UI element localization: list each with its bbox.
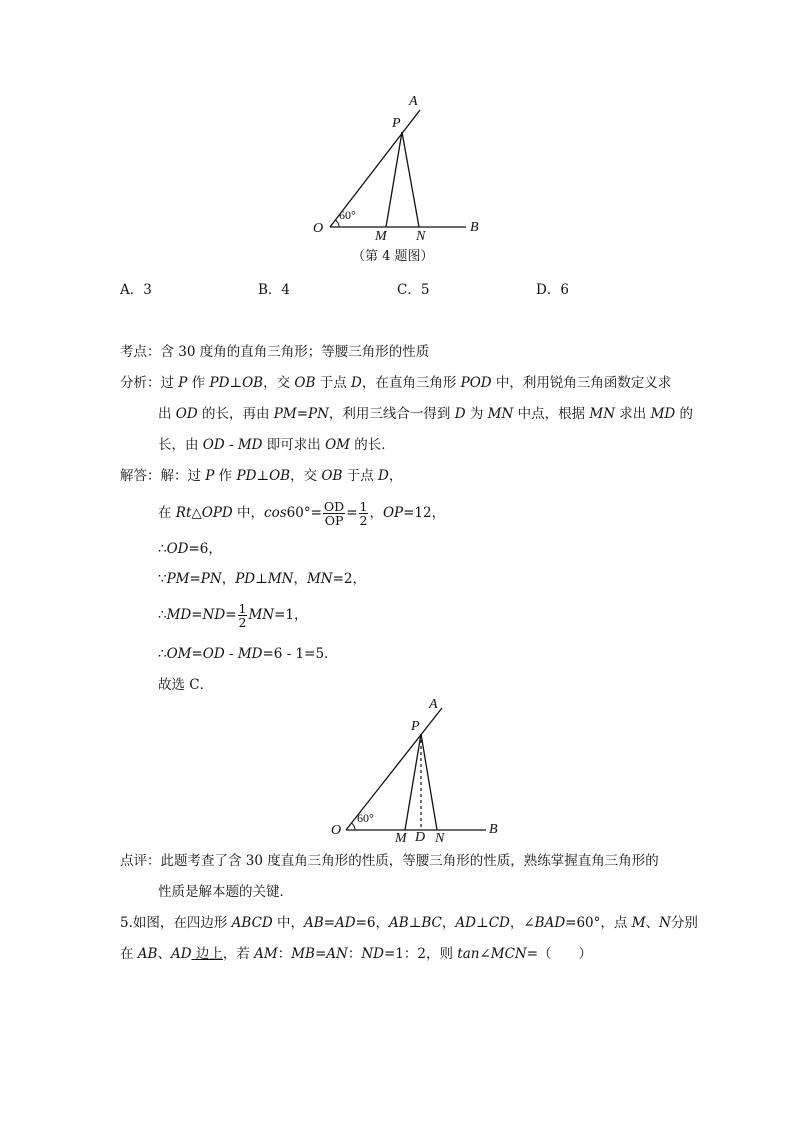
text: 在 <box>158 505 176 521</box>
var: PD <box>209 375 230 391</box>
text: 分别 <box>670 915 698 931</box>
kaodian-label: 考点： <box>120 344 161 360</box>
var: PM=PN <box>166 571 222 587</box>
var: MN <box>306 571 333 587</box>
underlined-text: 边上 <box>191 946 223 962</box>
var: AD <box>455 915 476 931</box>
option-c: C．5 <box>397 282 430 298</box>
var: MN <box>487 406 514 422</box>
var: AD <box>170 946 192 962</box>
text: 长，由 <box>158 437 203 453</box>
point-label-p: P <box>392 116 401 131</box>
text: 即可求出 <box>262 437 326 453</box>
var: PD <box>236 468 257 484</box>
dianping-text: 性质是解本题的关键． <box>158 884 293 900</box>
var: MN <box>267 571 294 587</box>
var: tan <box>457 946 480 962</box>
figure-caption: （第 4 题图） <box>352 249 434 264</box>
text: ，利用三线合一得到 <box>328 406 455 422</box>
text: 在 <box>120 946 138 962</box>
text: ∴ <box>158 646 167 662</box>
option-d: D．6 <box>536 282 569 298</box>
var: MN <box>248 607 275 623</box>
text: 中， <box>272 915 305 931</box>
point-label-o: O <box>313 221 324 236</box>
var: OB <box>321 468 343 484</box>
text: =1， <box>274 607 308 623</box>
text: ， <box>221 571 236 587</box>
var: OM <box>325 437 350 453</box>
text: 于点 <box>315 375 351 391</box>
var: PD <box>235 571 256 587</box>
angle-label: 60° <box>339 208 356 222</box>
question-5-line-2 <box>120 945 592 963</box>
text: ，若 <box>222 946 255 962</box>
var: OD <box>202 437 225 453</box>
text: ，交 <box>263 375 295 391</box>
text: ，交 <box>290 468 322 484</box>
denominator: 2 <box>359 513 368 528</box>
var: ND <box>361 946 384 962</box>
var: OB <box>294 375 316 391</box>
point-label-a: A <box>409 94 418 109</box>
point-label-n: N <box>416 229 426 244</box>
kaodian-text: 含 30 度角的直角三角形；等腰三角形的性质 <box>160 344 430 360</box>
text: 60°= <box>286 505 322 521</box>
text: =2， <box>332 571 367 587</box>
text: ∵ <box>158 571 167 587</box>
dianping-text: 此题考查了含 30 度直角三角形的性质，等腰三角形的性质，熟练掌握直角三角形的 <box>160 853 659 869</box>
text: =6， <box>355 915 390 931</box>
text: ⊥ <box>229 375 243 391</box>
text: 为 <box>465 406 488 422</box>
var: MD=ND <box>166 607 226 623</box>
segment-pn <box>421 734 437 830</box>
text: 的长． <box>350 437 395 453</box>
var: MD <box>650 406 676 422</box>
text: 5.如图，在四边形 <box>120 915 232 931</box>
var: OB <box>269 468 291 484</box>
var: OB <box>242 375 264 391</box>
point-label-p: P <box>411 719 420 734</box>
var: OM=OD <box>166 646 225 662</box>
text: 作 <box>187 375 210 391</box>
segment-pm <box>405 734 421 830</box>
text: 、 <box>157 946 171 962</box>
var: AM <box>254 946 278 962</box>
var: N <box>659 915 671 931</box>
var: D <box>378 468 389 484</box>
text: 作 <box>214 468 237 484</box>
point-label-b: B <box>470 220 479 235</box>
text: 中， <box>232 505 265 521</box>
text: =60°，点 <box>565 915 632 931</box>
point-label-o: O <box>331 823 342 838</box>
text: 中点，根据 <box>513 406 590 422</box>
denominator: 2 <box>238 615 247 630</box>
dianping-line-2 <box>158 883 293 901</box>
point-label-d: D <box>415 830 426 845</box>
var: cos <box>264 505 287 521</box>
text: = <box>346 505 358 521</box>
text: ，在直角三角形 <box>361 375 461 391</box>
text: =1：2，则 <box>383 946 458 962</box>
text: ⊥ <box>475 915 489 931</box>
text: ⊥ <box>408 915 422 931</box>
text: =12， <box>403 505 446 521</box>
var: AB <box>137 946 158 962</box>
point-label-m: M <box>375 229 387 244</box>
text: ， <box>369 505 383 521</box>
var: Rt△OPD <box>175 505 233 521</box>
text: ， <box>441 915 456 931</box>
text: 的 <box>675 406 694 422</box>
text: ⊥ <box>256 468 270 484</box>
text: 的长，再由 <box>197 406 274 422</box>
var: AB=AD <box>304 915 356 931</box>
var: ABCD <box>231 915 273 931</box>
text: ∴ <box>158 541 167 557</box>
var: M <box>631 915 646 931</box>
point-label-a: A <box>429 697 438 712</box>
text: =6， <box>188 541 222 557</box>
var: CD <box>488 915 510 931</box>
var: P <box>178 375 188 391</box>
var: MD <box>237 646 263 662</box>
var: MCN <box>490 946 527 962</box>
var: POD <box>460 375 492 391</box>
text: 于点 <box>342 468 378 484</box>
text: 、 <box>645 915 660 931</box>
var: BC <box>421 915 442 931</box>
angle-label: 60° <box>357 811 374 825</box>
text: 解：过 <box>160 468 206 484</box>
numerator: 1 <box>238 601 247 616</box>
angle-arc <box>352 823 356 830</box>
var: OD <box>175 406 198 422</box>
var: MB=AN <box>291 946 348 962</box>
text: - <box>224 437 238 453</box>
text: ： <box>347 946 362 962</box>
text: ∴ <box>158 607 167 623</box>
text: ， <box>388 468 403 484</box>
fenxi-label: 分析： <box>120 375 161 391</box>
var: BAD <box>534 915 566 931</box>
dianping-label: 点评： <box>120 853 161 869</box>
var: PM=PN <box>273 406 329 422</box>
dianping-line-1 <box>120 852 659 870</box>
text: ： <box>277 946 292 962</box>
text: ， <box>293 571 307 587</box>
var: MN <box>589 406 616 422</box>
text: =（ ） <box>526 946 593 962</box>
point-label-m: M <box>395 831 407 846</box>
answer-choice: 故选 C． <box>158 677 214 693</box>
text: 过 <box>160 375 179 391</box>
var: D <box>351 375 362 391</box>
var: AB <box>389 915 409 931</box>
text: 求出 <box>615 406 651 422</box>
text: - <box>224 646 238 662</box>
var: OP <box>382 505 404 521</box>
text: 出 <box>158 406 176 422</box>
question-5-line-1 <box>120 914 698 932</box>
option-b: B．4 <box>258 282 291 298</box>
text: ，∠ <box>509 915 535 931</box>
text: ⊥ <box>255 571 268 587</box>
option-a: A．3 <box>120 282 152 298</box>
var: OD <box>166 541 189 557</box>
text: =6 - 1=5． <box>262 646 338 662</box>
var: P <box>205 468 215 484</box>
text: 中，利用锐角三角函数定义求 <box>491 375 672 391</box>
text: = <box>225 607 237 623</box>
numerator: 1 <box>359 499 368 514</box>
numerator: OD <box>323 499 345 514</box>
text: ∠ <box>479 946 491 962</box>
point-label-b: B <box>489 822 498 837</box>
denominator: OP <box>324 513 344 528</box>
var: D <box>454 406 466 422</box>
jieda-label: 解答： <box>120 468 161 484</box>
var: MD <box>237 437 263 453</box>
point-label-n: N <box>435 831 445 846</box>
